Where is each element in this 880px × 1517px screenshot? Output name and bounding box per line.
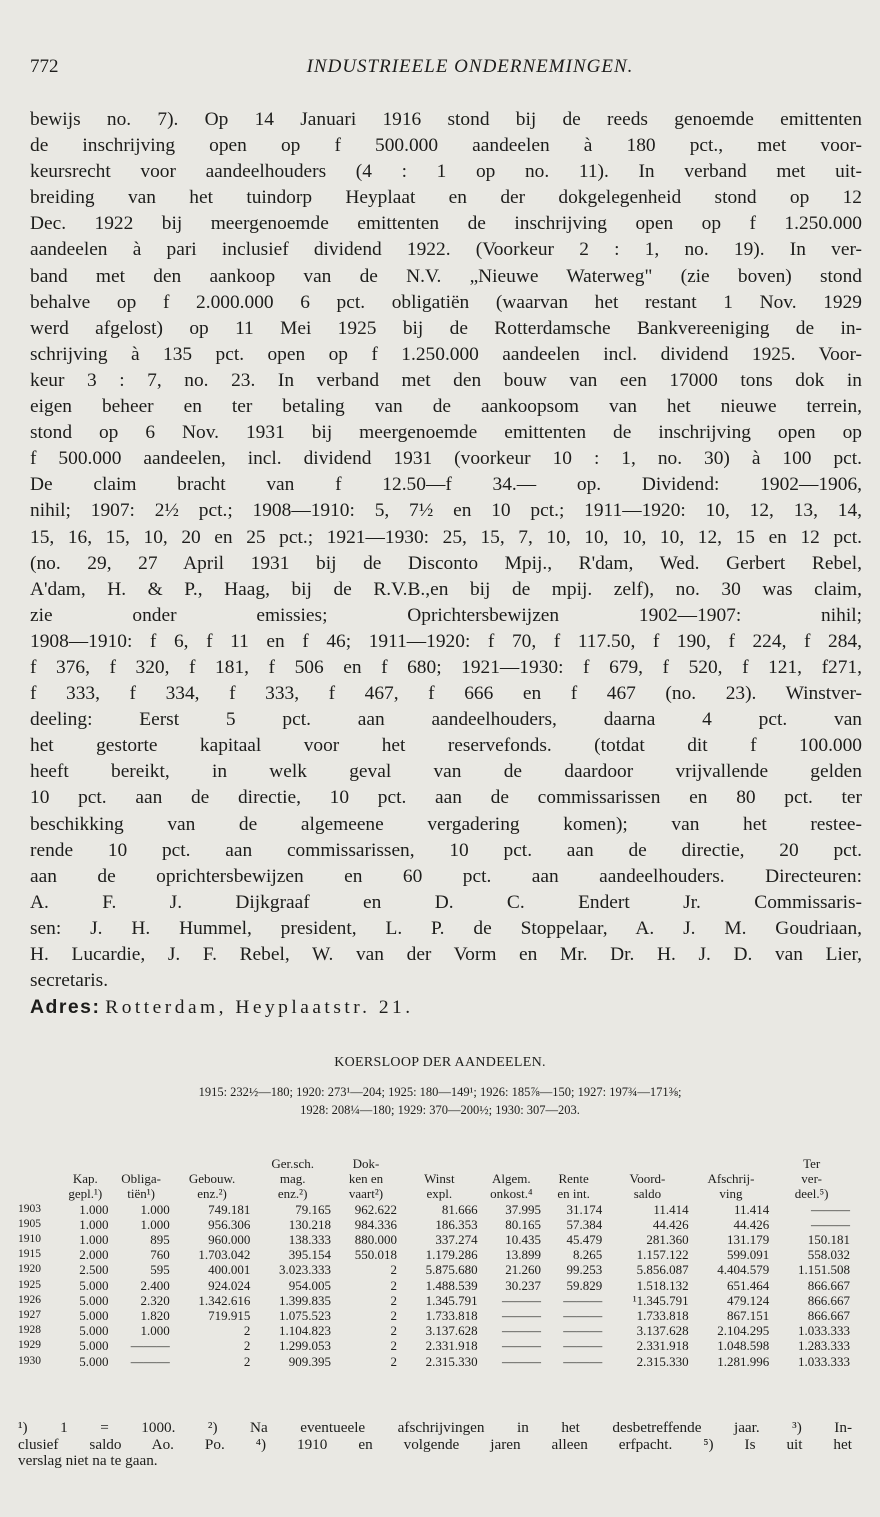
table-cell: 1.283.333 <box>798 1338 850 1354</box>
body-line: schrijving à 135 pct. open op f 1.250.000 aandeelen incl. dividend 1925. Voor- <box>30 343 862 365</box>
column-header: Gebouw. <box>188 1171 236 1187</box>
column-header <box>18 1156 60 1171</box>
table-cell: 4.404.579 <box>717 1262 770 1278</box>
table-cell: ——— <box>502 1353 542 1369</box>
table-cell: ——— <box>811 1201 850 1217</box>
table-cell: 1.000 <box>79 1201 109 1217</box>
adres-value: Rotterdam, Heyplaatstr. 21. <box>105 997 414 1019</box>
column-header: en int. <box>557 1186 590 1202</box>
table-cell: 2 <box>243 1323 251 1339</box>
running-header <box>30 56 850 82</box>
adres-label: Adres: <box>30 996 101 1019</box>
table-row <box>18 1354 852 1369</box>
running-title: INDUSTRIEELE ONDERNEMINGEN. <box>306 56 634 77</box>
column-header: enz.²) <box>197 1186 227 1202</box>
table-cell: ——— <box>811 1216 850 1232</box>
body-line: beschikking van de algemeene vergadering komen); van het restee- <box>30 813 862 835</box>
column-header <box>604 1156 690 1171</box>
koersloop-line: 1928: 208¼—180; 1929: 370—200½; 1930: 307—203. <box>300 1103 580 1117</box>
table-cell: 11.414 <box>653 1201 689 1217</box>
table-cell: 2 <box>390 1353 398 1369</box>
table-cell: 1.518.132 <box>636 1277 689 1293</box>
body-line: aandeelen à pari inclusief dividend 1922. (Voorkeur 2 : 1, no. 19). In ver- <box>30 239 862 261</box>
table-cell: 962.622 <box>354 1201 398 1217</box>
body-line: eigen beheer en ter betaling van de aankoopsom van het nieuwe terrein, <box>30 396 862 418</box>
column-header: Obliga- <box>121 1171 161 1187</box>
body-line: H. Lucardie, J. F. Rebel, W. van der Vorm en Mr. Dr. H. J. D. van Lier, <box>30 944 862 965</box>
table-cell: 956.306 <box>208 1216 251 1232</box>
column-header: Ger.sch. <box>271 1156 314 1171</box>
table-cell: 395.154 <box>288 1247 331 1263</box>
table-cell: 760 <box>150 1247 170 1263</box>
table-cell: 1.299.053 <box>278 1338 331 1354</box>
table-cell: 45.479 <box>566 1232 603 1248</box>
body-line: heeft bereikt, in welk geval van de daardoor vrijvallende gelden <box>30 761 862 783</box>
table-cell: ——— <box>502 1323 542 1339</box>
body-line: A. F. J. Dijkgraaf en D. C. Endert Jr. Commissaris- <box>30 891 862 913</box>
table-cell: 13.899 <box>505 1247 542 1263</box>
table-cell: 1.733.818 <box>636 1308 689 1324</box>
table-cell: 2.331.918 <box>636 1338 689 1354</box>
table-cell: 5.000 <box>79 1353 109 1369</box>
table-cell: 150.181 <box>807 1232 850 1248</box>
table-cell: 21.260 <box>505 1262 542 1278</box>
table-cell: ——— <box>563 1292 603 1308</box>
body-line: f 500.000 aandeelen, incl. dividend 1931 (voorkeur 10 : 1, no. 30) à 100 pct. <box>30 448 862 470</box>
table-cell: 3.137.628 <box>636 1323 689 1339</box>
column-header <box>18 1186 60 1201</box>
koersloop-title: KOERSLOOP DER AANDEELEN. <box>334 1055 546 1070</box>
table-cell: 1.151.508 <box>798 1262 850 1278</box>
table-cell: ——— <box>502 1292 542 1308</box>
year-cell: 1925 <box>18 1278 41 1291</box>
table-cell: 31.174 <box>566 1201 603 1217</box>
table-cell: 99.253 <box>566 1262 603 1278</box>
column-header: Ter <box>803 1156 821 1171</box>
table-cell: 2.315.330 <box>425 1353 478 1369</box>
table-cell: 895 <box>150 1232 170 1248</box>
footnote-line: verslag niet na te gaan. <box>18 1452 158 1469</box>
table-cell: 1.033.333 <box>798 1323 850 1339</box>
column-header: deel.⁵) <box>794 1186 829 1202</box>
table-cell: 10.435 <box>505 1232 542 1248</box>
table-row <box>18 1217 852 1232</box>
table-cell: 5.000 <box>79 1308 109 1324</box>
table-cell: 44.426 <box>652 1216 689 1232</box>
body-line: stond op 6 Nov. 1931 bij meergenoemde emittenten de inschrijving open op <box>30 422 862 444</box>
column-header <box>111 1156 172 1171</box>
year-cell: 1910 <box>18 1233 41 1246</box>
table-cell: 749.181 <box>208 1201 251 1217</box>
body-line: 15, 16, 15, 10, 20 en 25 pct.; 1921—1930: 25, 15, 7, 10, 10, 10, 10, 12, 15 en 12 pct. <box>30 526 862 548</box>
table-cell: 1.000 <box>140 1323 170 1339</box>
body-line: werd afgelost) op 11 Mei 1925 bij de Rotterdamsche Bankvereeniging de in- <box>30 317 862 339</box>
table-cell: 1.703.042 <box>198 1247 251 1263</box>
table-cell: 866.667 <box>807 1308 850 1324</box>
table-cell: 1.075.523 <box>278 1308 331 1324</box>
year-cell: 1929 <box>18 1339 41 1352</box>
table-cell: 1.399.835 <box>278 1292 331 1308</box>
table-cell: 59.829 <box>566 1277 603 1293</box>
table-cell: 37.995 <box>505 1201 542 1217</box>
footnotes <box>18 1420 852 1470</box>
table-cell: 30.237 <box>505 1277 542 1293</box>
adres-line <box>30 994 862 1020</box>
table-cell: 130.218 <box>288 1216 331 1232</box>
column-header <box>543 1156 604 1171</box>
table-body <box>18 1202 852 1369</box>
table-cell: 2 <box>390 1262 398 1278</box>
table-cell: 599.091 <box>727 1247 770 1263</box>
table-cell: 2 <box>390 1308 398 1324</box>
body-line: De claim bracht van f 12.50—f 34.— op. Dividend: 1902—1906, <box>30 474 862 496</box>
body-line: keursrecht voor aandeelhouders (4 : 1 op no. 11). In verband met uit- <box>30 161 862 183</box>
column-header: saldo <box>633 1186 662 1202</box>
table-cell: 2.500 <box>79 1262 109 1278</box>
column-header: tiën¹) <box>127 1186 156 1202</box>
column-header <box>480 1156 543 1171</box>
body-line: deeling: Eerst 5 pct. aan aandeelhouders, daarna 4 pct. van <box>30 709 862 731</box>
body-line: f 333, f 334, f 333, f 467, f 666 en f 467 (no. 23). Winstver- <box>30 683 862 705</box>
table-cell: 1.000 <box>79 1216 109 1232</box>
body-line: nihil; 1907: 2½ pct.; 1908—1910: 5, 7½ en 10 pct.; 1911—1920: 10, 12, 13, 14, <box>30 500 862 522</box>
table-row <box>18 1308 852 1323</box>
body-line: behalve op f 2.000.000 6 pct. obligatiën (waarvan het restant 1 Nov. 1929 <box>30 291 862 313</box>
table-cell: 960.000 <box>208 1232 251 1248</box>
table-cell: 954.005 <box>288 1277 331 1293</box>
table-cell: 2 <box>243 1338 251 1354</box>
body-line: breiding van het tuindorp Heyplaat en der dokgelegenheid stond op 12 <box>30 187 862 209</box>
table-cell: 2 <box>390 1338 398 1354</box>
table-cell: 651.464 <box>727 1277 770 1293</box>
table-cell: 2.315.330 <box>636 1353 689 1369</box>
table-cell: 2.104.295 <box>717 1323 770 1339</box>
table-cell: ——— <box>563 1308 603 1324</box>
table-cell: 909.395 <box>288 1353 331 1369</box>
table-cell: ——— <box>563 1323 603 1339</box>
table-cell: 5.000 <box>79 1292 109 1308</box>
column-header: gepl.¹) <box>68 1186 103 1202</box>
table-cell: 80.165 <box>505 1216 542 1232</box>
table-cell: 186.353 <box>435 1216 478 1232</box>
body-line: aan de oprichtersbewijzen en 60 pct. aan aandeelhouders. Directeuren: <box>30 865 862 887</box>
table-cell: ——— <box>563 1338 603 1354</box>
body-line: het gestorte kapitaal voor het reservefonds. (totdat dit f 100.000 <box>30 735 862 757</box>
year-cell: 1927 <box>18 1309 41 1322</box>
body-line: sen: J. H. Hummel, president, L. P. de Stoppelaar, A. J. M. Goudriaan, <box>30 917 862 939</box>
table-row <box>18 1247 852 1262</box>
table-cell: 866.667 <box>807 1277 850 1293</box>
year-cell: 1903 <box>18 1202 41 1215</box>
table-cell: 1.000 <box>140 1201 170 1217</box>
table-cell: 1.179.286 <box>425 1247 478 1263</box>
body-line: rende 10 pct. aan commissarissen, 10 pct. aan de directie, 20 pct. <box>30 839 862 861</box>
body-line: zie onder emissies; Oprichtersbewijzen 1902—1907: nihil; <box>30 604 862 626</box>
year-cell: 1905 <box>18 1217 41 1230</box>
body-line: f 376, f 320, f 181, f 506 en f 680; 1921—1930: f 679, f 520, f 121, f271, <box>30 656 862 678</box>
column-header: Rente <box>558 1171 589 1187</box>
table-cell: 2.400 <box>140 1277 170 1293</box>
financial-table <box>18 1156 852 1369</box>
table-cell: 3.137.628 <box>425 1323 478 1339</box>
body-line: 10 pct. aan de directie, 10 pct. aan de commissarissen en 80 pct. ter <box>30 787 862 809</box>
body-line: Dec. 1922 bij meergenoemde emittenten de inschrijving open op f 1.250.000 <box>30 213 862 235</box>
table-cell: 44.426 <box>733 1216 770 1232</box>
table-cell: 866.667 <box>807 1292 850 1308</box>
table-cell: ——— <box>130 1353 170 1369</box>
table-cell: 2 <box>390 1277 398 1293</box>
column-header: Afschrij- <box>707 1171 755 1187</box>
table-cell: 79.165 <box>295 1201 331 1217</box>
column-header <box>60 1156 111 1171</box>
column-header: ver- <box>801 1171 822 1187</box>
table-cell: ¹1.345.791 <box>632 1292 689 1308</box>
table-row <box>18 1232 852 1247</box>
table-cell: 719.915 <box>208 1308 251 1324</box>
body-line: band met den aankoop van de N.V. „Nieuwe Waterweg" (zie boven) stond <box>30 265 862 287</box>
table-cell: 1.000 <box>79 1232 109 1248</box>
body-text <box>30 107 862 1020</box>
footnote-line: clusief saldo Ao. Po. ⁴) 1910 en volgende jaren alleen erfpacht. ⁵) Is uit het <box>18 1435 852 1453</box>
table-cell: 558.032 <box>807 1247 850 1263</box>
column-header: expl. <box>426 1186 453 1202</box>
table-row <box>18 1293 852 1308</box>
table-cell: 479.124 <box>727 1292 770 1308</box>
column-header: Dok- <box>352 1156 380 1171</box>
year-cell: 1930 <box>18 1354 41 1367</box>
table-cell: ——— <box>502 1338 542 1354</box>
column-header: Algem. <box>492 1171 531 1187</box>
table-cell: 1.000 <box>140 1216 170 1232</box>
table-cell: 5.000 <box>79 1323 109 1339</box>
year-cell: 1920 <box>18 1263 41 1276</box>
year-cell: 1926 <box>18 1293 41 1306</box>
table-cell: 5.000 <box>79 1338 109 1354</box>
column-header <box>691 1156 772 1171</box>
table-cell: 8.265 <box>572 1247 603 1263</box>
table-cell: 2.331.918 <box>425 1338 478 1354</box>
table-cell: 1.345.791 <box>425 1292 478 1308</box>
table-cell: 1.488.539 <box>425 1277 478 1293</box>
table-cell: 2 <box>243 1353 251 1369</box>
column-header <box>399 1156 480 1171</box>
table-cell: 1.048.598 <box>717 1338 770 1354</box>
footnote-line: ¹) 1 = 1000. ²) Na eventueele afschrijvingen in het desbetreffende jaar. ³) In- <box>18 1419 852 1436</box>
body-line: de inschrijving open op f 500.000 aandeelen à 180 pct., met voor- <box>30 135 862 157</box>
table-cell: 5.875.680 <box>425 1262 478 1278</box>
table-cell: 1.281.996 <box>717 1353 770 1369</box>
column-header: vaart²) <box>348 1186 384 1202</box>
table-cell: 1.104.823 <box>278 1323 331 1339</box>
table-cell: 3.023.333 <box>278 1262 331 1278</box>
table-cell: 131.179 <box>727 1232 770 1248</box>
body-line: secretaris. <box>30 970 109 992</box>
table-cell: 5.000 <box>79 1277 109 1293</box>
table-row <box>18 1278 852 1293</box>
table-cell: 11.414 <box>734 1201 770 1217</box>
table-cell: 595 <box>150 1262 170 1278</box>
table-cell: 550.018 <box>354 1247 398 1263</box>
table-cell: 1.157.122 <box>636 1247 689 1263</box>
table-row <box>18 1202 852 1217</box>
table-cell: ——— <box>502 1308 542 1324</box>
table-row <box>18 1262 852 1277</box>
body-line: bewijs no. 7). Op 14 Januari 1916 stond bij de reeds genoemde emittenten <box>30 109 862 130</box>
koersloop-line: 1915: 232½—180; 1920: 273¹—204; 1925: 180—149¹; 1926: 185⅞—150; 1927: 197¾—171⅜; <box>198 1085 682 1099</box>
table-cell: 1.033.333 <box>798 1353 850 1369</box>
table-header-row <box>18 1186 852 1201</box>
column-header <box>18 1171 60 1186</box>
column-header: Winst <box>424 1171 455 1187</box>
column-header: Voord- <box>629 1171 666 1187</box>
column-header: enz.²) <box>277 1186 308 1202</box>
page-number: 772 <box>30 56 59 77</box>
body-line: keur 3 : 7, no. 23. In verband met den bouw van een 17000 tons dok in <box>30 369 862 391</box>
table-cell: 1.820 <box>140 1308 170 1324</box>
table-cell: 81.666 <box>441 1201 478 1217</box>
table-cell: ——— <box>130 1338 170 1354</box>
table-cell: 1.342.616 <box>198 1292 251 1308</box>
table-cell: 281.360 <box>646 1232 689 1248</box>
table-header-row <box>18 1156 852 1171</box>
column-header: Kap. <box>72 1171 98 1187</box>
table-row <box>18 1323 852 1338</box>
column-header: mag. <box>279 1171 306 1187</box>
column-header: onkost.⁴ <box>490 1186 533 1202</box>
body-line: 1908—1910: f 6, f 11 en f 46; 1911—1920: f 70, f 117.50, f 190, f 224, f 284, <box>30 630 862 652</box>
table-cell: 880.000 <box>354 1232 398 1248</box>
table-cell: 1.733.818 <box>425 1308 478 1324</box>
table-cell: 924.024 <box>208 1277 251 1293</box>
body-line: (no. 29, 27 April 1931 bij de Disconto Mpij., R'dam, Wed. Gerbert Rebel, <box>30 552 862 574</box>
table-cell: 984.336 <box>354 1216 398 1232</box>
table-cell: 5.856.087 <box>636 1262 689 1278</box>
table-cell: ——— <box>563 1353 603 1369</box>
table-header-row <box>18 1171 852 1186</box>
table-cell: 337.274 <box>435 1232 478 1248</box>
table-row <box>18 1338 852 1353</box>
table-cell: 400.001 <box>208 1262 251 1278</box>
table-cell: 2.000 <box>79 1247 109 1263</box>
year-cell: 1928 <box>18 1324 41 1337</box>
body-line: A'dam, H. & P., Haag, bij de R.V.B.,en bij de mpij. zelf), no. 30 was claim, <box>30 578 862 600</box>
table-cell: 138.333 <box>288 1232 331 1248</box>
table-cell: 867.151 <box>727 1308 770 1324</box>
column-header: ken en <box>348 1171 384 1187</box>
year-cell: 1915 <box>18 1248 41 1261</box>
table-cell: 57.384 <box>566 1216 603 1232</box>
table-cell: 2 <box>390 1292 398 1308</box>
table-cell: 2.320 <box>140 1292 170 1308</box>
table-cell: 2 <box>390 1323 398 1339</box>
column-header <box>172 1156 253 1171</box>
column-header: ving <box>719 1186 743 1202</box>
